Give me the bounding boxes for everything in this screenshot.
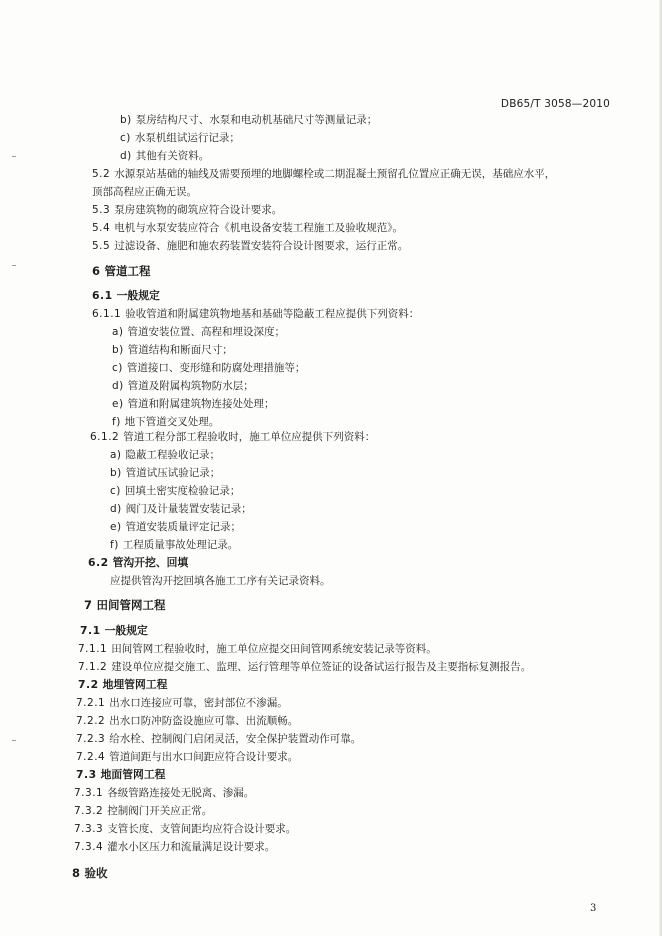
section-heading: 6.2 管沟开挖、回填: [88, 556, 189, 569]
section-heading: 7.3 地面管网工程: [76, 768, 166, 781]
clause: 6.1.1 验收管道和附属建筑物地基和基础等隐蔽工程应提供下列资料：: [92, 308, 420, 320]
page-number: 3: [590, 903, 597, 914]
chapter-heading: 8 验收: [72, 866, 108, 880]
clause-continuation: 顶部高程应正确无误。: [92, 186, 197, 198]
section-heading: 7.1 一般规定: [80, 624, 148, 637]
margin-mark: [12, 156, 16, 157]
list-item: e) 管道和附属建筑物连接处处理；: [112, 398, 275, 410]
section-heading: 6.1 一般规定: [92, 289, 160, 302]
list-item: d) 管道及附属构筑物防水层；: [112, 380, 254, 392]
list-item: f) 地下管道交叉处理。: [112, 416, 220, 428]
list-item: a) 管道安装位置、高程和埋设深度；: [112, 326, 286, 338]
clause: 7.2.2 出水口防冲防盗设施应可靠、出流顺畅。: [76, 715, 299, 727]
clause: 6.1.2 管道工程分部工程验收时，施工单位应提供下列资料：: [90, 431, 376, 443]
standard-code: DB65/T 3058—2010: [500, 98, 610, 110]
clause: 7.2.1 出水口连接应可靠，密封部位不渗漏。: [76, 697, 288, 709]
clause: 7.3.3 支管长度、支管间距均应符合设计要求。: [74, 823, 297, 835]
list-item: e) 管道安装质量评定记录；: [110, 521, 242, 533]
clause: 7.2.3 给水栓、控制阀门启闭灵活，安全保护装置动作可靠。: [76, 733, 362, 745]
chapter-heading: 6 管道工程: [92, 264, 151, 278]
clause: 5.2 水源泵站基础的轴线及需要预埋的地脚螺栓或二期混凝土预留孔位置应正确无误，基础应水平，: [92, 168, 556, 180]
clause: 5.4 电机与水泵安装应符合《机电设备安装工程施工及验收规范》。: [92, 222, 403, 234]
clause: 7.2.4 管道间距与出水口间距应符合设计要求。: [76, 751, 299, 763]
clause: 7.1.2 建设单位应提交施工、监理、运行管理等单位签证的设备试运行报告及主要指标复测报告。: [78, 661, 532, 673]
section-heading: 7.2 地埋管网工程: [78, 678, 168, 691]
list-item: c) 回填土密实度检验记录；: [110, 485, 241, 497]
list-item: d) 其他有关资料。: [120, 150, 210, 162]
list-item: b) 管道试压试验记录；: [110, 467, 221, 479]
clause: 7.3.4 灌水小区压力和流量满足设计要求。: [74, 841, 276, 853]
list-item: f) 工程质量事故处理记录。: [110, 539, 239, 551]
list-item: a) 隐蔽工程验收记录；: [110, 449, 221, 461]
list-item: b) 管道结构和断面尺寸；: [112, 344, 233, 356]
list-item: b) 泵房结构尺寸、水泵和电动机基础尺寸等测量记录；: [120, 114, 378, 126]
list-item: c) 管道接口、变形缝和防腐处理措施等；: [112, 362, 306, 374]
margin-mark: [12, 740, 16, 741]
clause: 7.1.1 田间管网工程验收时，施工单位应提交田间管网系统安装记录等资料。: [78, 643, 437, 655]
clause: 7.3.1 各级管路连接处无脱离、渗漏。: [74, 787, 255, 799]
margin-mark: [12, 265, 16, 266]
paragraph: 应提供管沟开挖回填各施工工序有关记录资料。: [110, 575, 331, 587]
clause: 5.5 过滤设备、施肥和施农药装置安装符合设计图要求，运行正常。: [92, 240, 409, 252]
list-item: c) 水泵机组试运行记录；: [120, 132, 240, 144]
clause: 5.3 泵房建筑物的砌筑应符合设计要求。: [92, 204, 283, 216]
clause: 7.3.2 控制阀门开关应正常。: [74, 805, 213, 817]
chapter-heading: 7 田间管网工程: [84, 598, 166, 612]
list-item: d) 阀门及计量装置安装记录；: [110, 503, 252, 515]
